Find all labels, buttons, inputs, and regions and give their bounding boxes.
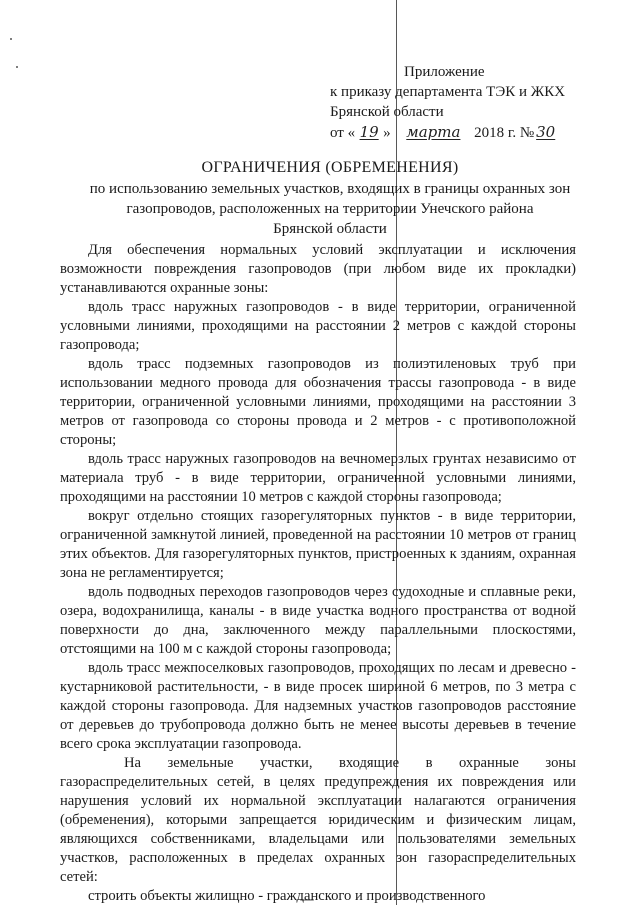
paragraph-intro: Для обеспечения нормальных условий эксплуатации и исключения возможности повреждения газопроводов (при любом виде их прокладки) устанавливаются охранные зоны:: [60, 242, 576, 296]
date-prefix: от «: [330, 125, 356, 141]
appendix-order-ref: к приказу департамента ТЭК и ЖКХ: [330, 84, 566, 100]
appendix-region: Брянской области: [330, 104, 444, 120]
document-title-block: [60, 158, 600, 239]
document-subtitle-line2: газопроводов, расположенных на территории Унечского района: [126, 201, 534, 217]
paragraph-underground-pipelines: вдоль трасс подземных газопроводов из полиэтиленовых труб при использовании медного провода для обозначения трассы газопровода - в виде территории, ограниченной условными линиями, проходящими на расстоянии 3 метров от газопровода со стороны провода и 2 метров - с противоположной стороны;: [60, 356, 576, 448]
appendix-date-line: [330, 122, 620, 143]
date-year: 2018 г. №: [474, 125, 535, 141]
paragraph-forest-pipelines: вдоль трасс межпоселковых газопроводов, проходящих по лесам и древесно - кустарниковой растительности, - в виде просек шириной 6 метров, по 3 метра с каждой стороны газопровода. Для надземных участков газопроводов расстояние от деревьев до трубопровода должно быть не менее высоты деревьев в течение всего срока эксплуатации газопровода.: [60, 660, 576, 752]
handwritten-month: марта: [406, 123, 461, 141]
paragraph-restrictions: На земельные участки, входящие в охранные зоны газораспределительных сетей, в целях предупреждения их повреждения или нарушения условий их нормальной эксплуатации налагаются ограничения (обременения), которыми запрещается юридическим и физическим лицам, являющихся собственниками, владельцами или пользователями земельных участков, расположенных в пределах охранных зон газораспределительных сетей:: [60, 755, 576, 885]
paragraph-regulator-points: вокруг отдельно стоящих газорегуляторных пунктов - в виде территории, ограниченной замкнутой линией, проведенной на расстоянии 10 метров от границ этих объектов. Для газорегуляторных пунктов, пристроенных к зданиям, охранная зона не регламентируется;: [60, 508, 576, 581]
handwritten-order-number: 30: [536, 123, 556, 141]
document-body: [60, 241, 576, 906]
document-subtitle-line1: по использованию земельных участков, входящих в границы охранных зон: [89, 181, 571, 197]
scan-speck: [10, 38, 12, 40]
document-title: ОГРАНИЧЕНИЯ (ОБРЕМЕНЕНИЯ): [201, 159, 459, 176]
handwritten-day: 19: [359, 123, 379, 141]
paragraph-outer-pipelines: вдоль трасс наружных газопроводов - в виде территории, ограниченной условными линиями, проходящими на расстоянии 2 метров с каждой стороны газопровода;: [60, 299, 576, 353]
scan-speck: [16, 66, 18, 68]
document-subtitle-line3: Брянской области: [273, 221, 387, 237]
appendix-header: [330, 62, 620, 143]
paragraph-prohibition-start: строить объекты жилищно - гражданского и производственного: [88, 888, 486, 904]
paragraph-underwater-crossings: вдоль подводных переходов газопроводов через судоходные и сплавные реки, озера, водохранилища, каналы - в виде участка водного пространства от водной поверхности до дна, заключенного между параллельными плоскостями, отстоящими на 100 м с каждой стороны газопровода;: [60, 584, 576, 657]
appendix-title: Приложение: [404, 64, 485, 80]
paragraph-permafrost-pipelines: вдоль трасс наружных газопроводов на вечномерзлых грунтах независимо от материала труб - в виде территории, ограниченной условными линиями, проходящими на расстоянии 10 метров с каждой стороны газопровода;: [60, 451, 576, 505]
date-mid: »: [383, 125, 391, 141]
